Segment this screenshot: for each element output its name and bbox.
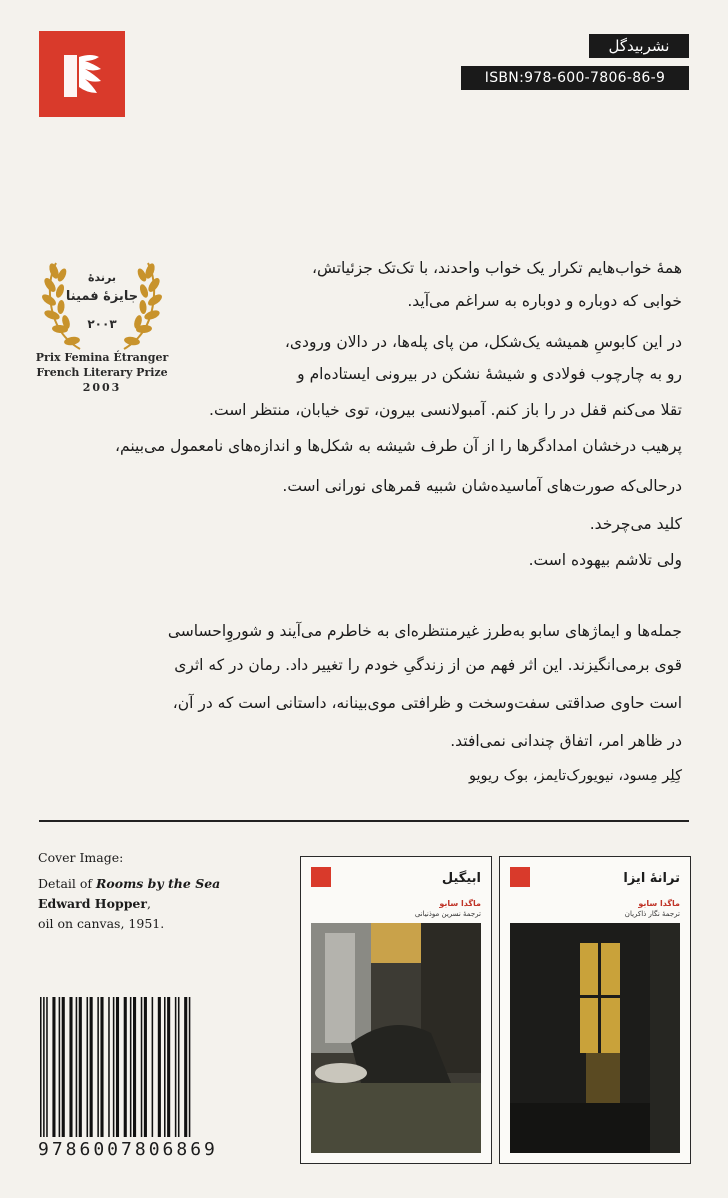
cover-image-credit <box>38 848 268 934</box>
excerpt-line: رو به چارچوب فولادی و شیشۀ نشکن در بیرونی ایستاده‌ام و <box>297 365 682 383</box>
barcode-bar <box>79 997 82 1137</box>
publisher-mini-logo <box>311 867 331 887</box>
barcode-bar <box>158 997 161 1137</box>
barcode-bar <box>141 997 143 1137</box>
barcode-bar <box>164 997 166 1137</box>
barcode-bar <box>116 997 119 1137</box>
barcode-bar <box>87 997 89 1137</box>
book-title: ترانۀ ایزا <box>623 871 680 886</box>
barcode-bar <box>43 997 45 1137</box>
credit-detail-prefix: Detail of <box>38 876 96 891</box>
review-attribution: کِلِر مِسود، نیویورک‌تایمز، بوک ریویو <box>469 768 682 784</box>
barcode-bar <box>124 997 127 1137</box>
barcode-number: 9786007806869 <box>38 1139 218 1160</box>
barcode-bar <box>189 997 191 1137</box>
barcode-bar <box>52 997 55 1137</box>
barcode-bar <box>144 997 147 1137</box>
excerpt-line: همۀ خواب‌هایم تکرار یک خواب واحدند، با تک‌تک جزئیاتش، <box>311 259 682 277</box>
book-author: ماگدا سابو <box>439 899 481 908</box>
book-cover-image <box>311 923 481 1153</box>
isbn-barcode <box>38 997 250 1137</box>
excerpt-line: خوابی که دوباره و دوباره به سراغم می‌آید. <box>407 292 682 310</box>
prize-winner-label: برندۀ <box>88 271 116 284</box>
excerpt-line: پرهیب درخشان امدادگرها را از آن طرف شیشه به شکل‌ها و اندازه‌های نامعمول می‌بینم، <box>115 437 682 455</box>
barcode-bar <box>175 997 177 1137</box>
barcode-bar <box>167 997 170 1137</box>
credit-medium: oil on canvas, 1951. <box>38 916 165 931</box>
barcode-bar <box>40 997 42 1137</box>
barcode-bar <box>59 997 61 1137</box>
book-title: ابیگیل <box>441 871 481 886</box>
review-line: قوی برمی‌انگیزند. این اثر فهم من از زندگیِ خودم را تغییر داد. رمان در که اثری <box>174 656 682 674</box>
excerpt-line: درحالی‌که صورت‌های آماسیده‌شان شبیه قمرهای نورانی است. <box>282 477 682 495</box>
barcode-bar <box>184 997 187 1137</box>
isbn-label: ISBN:978-600-7806-86-9 <box>461 66 689 90</box>
barcode-bar <box>62 997 65 1137</box>
barcode-bar <box>133 997 136 1137</box>
credit-artist-line: Edward Hopper, <box>38 896 151 911</box>
barcode-bar <box>46 997 48 1137</box>
publisher-name: نشربیدگل <box>589 34 689 58</box>
excerpt-line: در این کابوسِ همیشه یک‌شکل، من پای پله‌ها، در دالان ورودی، <box>284 333 682 351</box>
book-thumbnail-abigail <box>300 856 492 1164</box>
barcode-bar <box>113 997 115 1137</box>
publisher-logo <box>39 31 125 117</box>
laurel-wreath-icon <box>40 255 164 353</box>
book-author: ماگدا سابو <box>638 899 680 908</box>
barcode-bar <box>76 997 78 1137</box>
credit-detail <box>38 874 268 894</box>
prize-year-en: 2003 <box>82 381 122 394</box>
barcode-bar <box>69 997 72 1137</box>
review-line: است حاوی صداقتی سفت‌وسخت و ظرافتی موی‌بینانه، داستانی است که در آن، <box>172 694 682 712</box>
barcode-bar <box>100 997 103 1137</box>
review-line: در ظاهر امر، اتفاق چندانی نمی‌افتد. <box>450 732 682 750</box>
excerpt-line: کلید می‌چرخد. <box>589 515 682 533</box>
credit-label: Cover Image: <box>38 850 124 865</box>
credit-artist: Edward Hopper <box>38 896 147 911</box>
book-wing-icon <box>39 31 125 117</box>
barcode-bar <box>97 997 99 1137</box>
barcode-bar <box>108 997 110 1137</box>
section-divider <box>39 820 689 822</box>
excerpt-line: ولی تلاشم بیهوده است. <box>528 551 682 569</box>
prize-name-en: Prix Femina Étranger <box>35 351 169 364</box>
book-thumbnail-iza <box>499 856 691 1164</box>
excerpt-line: تقلا می‌کنم قفل در را باز کنم. آمبولانسی بیرون، توی خیابان، منتظر است. <box>209 401 682 419</box>
credit-artwork: Rooms by the Sea <box>96 876 221 891</box>
barcode-bar <box>130 997 132 1137</box>
book-translator: ترجمۀ نگار ذاکریان <box>624 910 680 918</box>
prize-subtitle-en: French Literary Prize <box>36 366 168 379</box>
barcode-bar <box>90 997 93 1137</box>
book-translator: ترجمۀ نسرین موذنیانی <box>414 910 481 918</box>
prize-name: جایزۀ فمینا <box>65 289 139 304</box>
book-cover-image <box>510 923 680 1153</box>
barcode-bar <box>152 997 154 1137</box>
prize-year-fa: ۲۰۰۳ <box>87 317 117 331</box>
review-line: جمله‌ها و ایماژهای سابو به‌طرز غیرمنتظره‌ای به خاطرم می‌آیند و شوروِاحساسی <box>167 622 682 640</box>
barcode-bar <box>178 997 180 1137</box>
publisher-mini-logo <box>510 867 530 887</box>
